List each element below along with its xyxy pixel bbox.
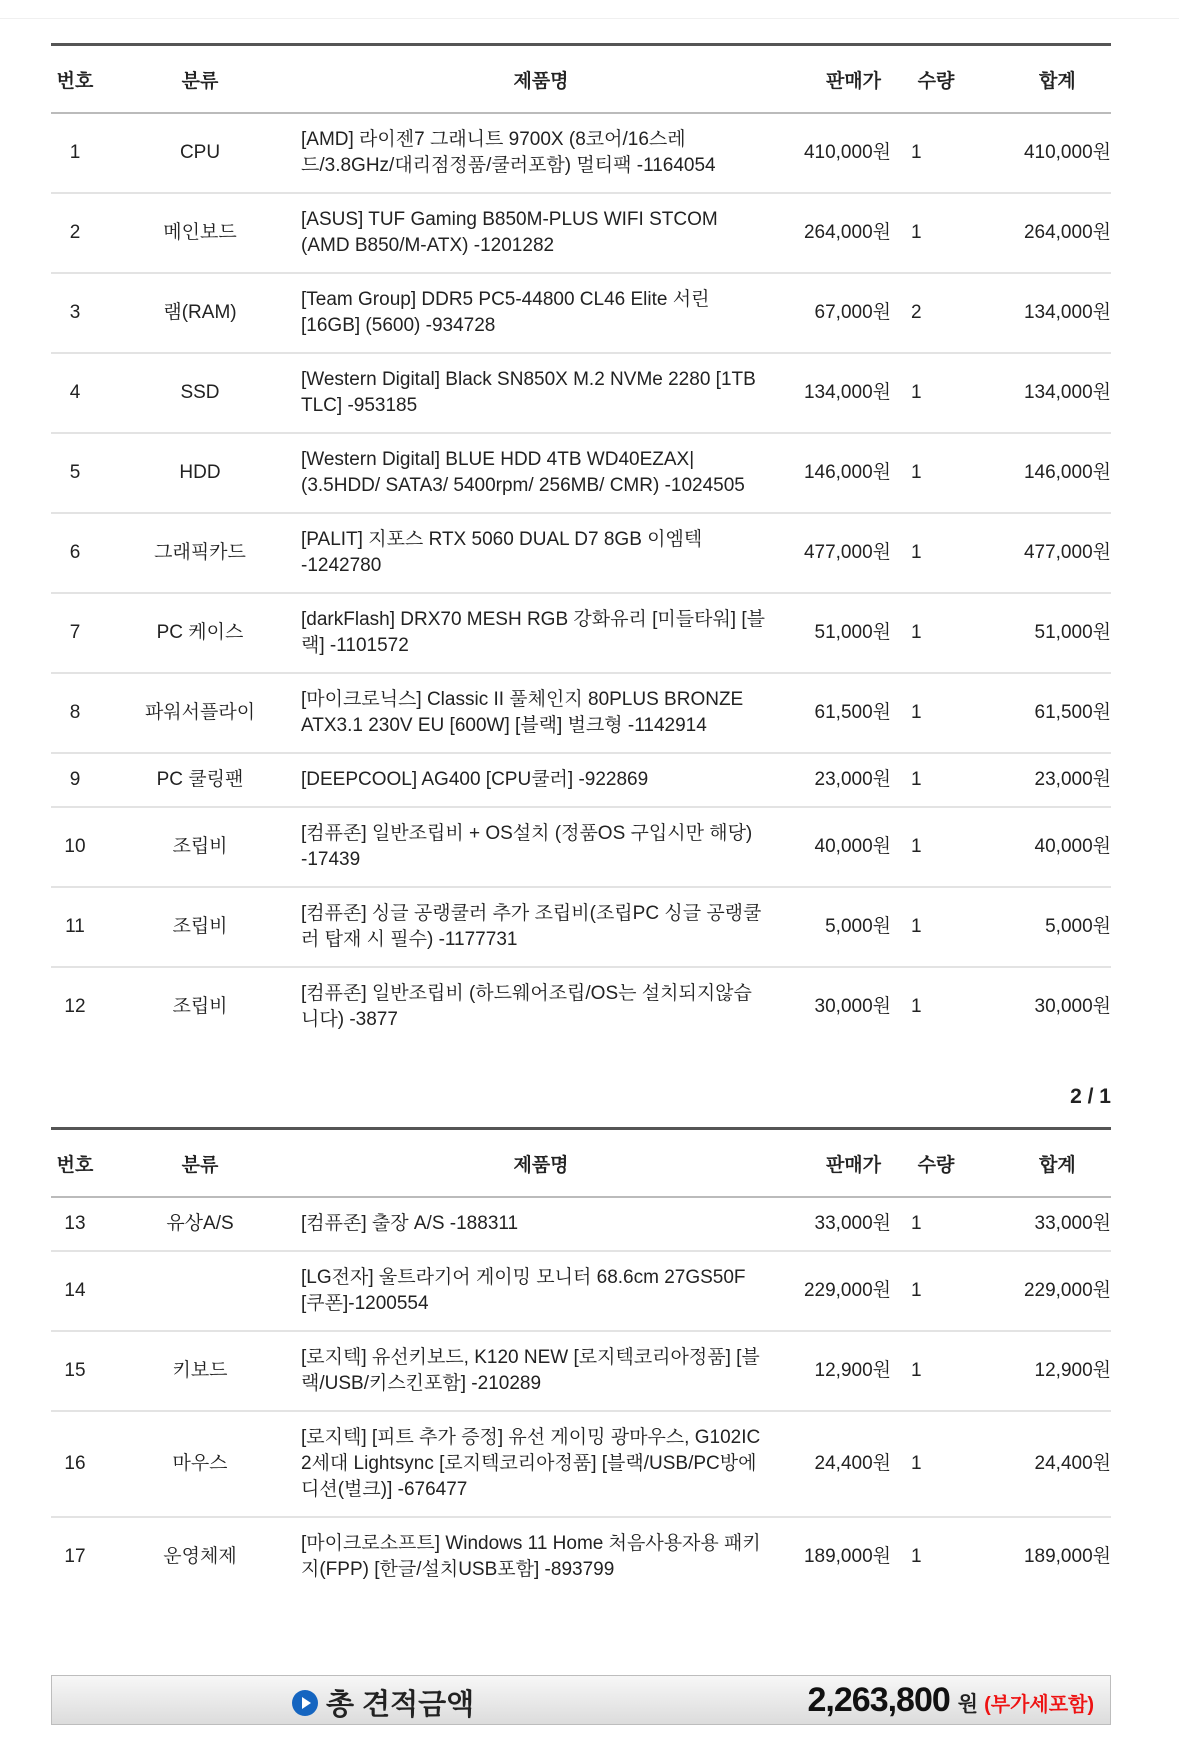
row-quantity: 1: [911, 996, 922, 1017]
row-category: 조립비: [172, 996, 228, 1017]
table-body: [51, 113, 1111, 1046]
row-total: 40,000원: [1034, 836, 1111, 857]
row-category: PC 쿨링팬: [156, 769, 244, 790]
estimate-table-page-2: [51, 1127, 1111, 1596]
row-product-name: [Western Digital] BLUE HDD 4TB WD40EZAX| (3.5HDD/ SATA3/ 5400rpm/ 256MB/ CMR) -1024505: [301, 449, 745, 496]
row-number: 3: [69, 302, 81, 323]
row-category: 파워서플라이: [144, 702, 256, 723]
row-quantity: 1: [911, 836, 922, 857]
header-price: 판매가: [825, 1154, 881, 1176]
row-product-name: [Western Digital] Black SN850X M.2 NVMe 2280 [1TB TLC] -953185: [301, 369, 756, 416]
table-row: [51, 113, 1111, 193]
row-product-name: [LG전자] 울트라기어 게이밍 모니터 68.6cm 27GS50F [쿠폰]-1200554: [301, 1267, 746, 1314]
row-total: 229,000원: [1023, 1280, 1111, 1301]
page-indicator: 2 / 1: [1070, 1085, 1111, 1108]
row-total: 51,000원: [1034, 622, 1111, 643]
row-price: 51,000원: [814, 622, 891, 643]
row-number: 2: [69, 222, 81, 243]
row-number: 10: [64, 836, 86, 857]
header-sum: 합계: [1039, 1154, 1076, 1176]
row-quantity: 1: [911, 382, 922, 403]
row-number: 16: [64, 1453, 86, 1474]
row-quantity: 1: [911, 542, 922, 563]
row-price: 12,900원: [814, 1360, 891, 1381]
row-product-name: [AMD] 라이젠7 그래니트 9700X (8코어/16스레드/3.8GHz/대리점정품/쿨러포함) 멀티팩 -1164054: [301, 129, 716, 176]
row-price: 477,000원: [803, 542, 891, 563]
row-total: 410,000원: [1023, 142, 1111, 163]
row-quantity: 1: [911, 622, 922, 643]
table-row: [51, 1197, 1111, 1251]
row-total: 23,000원: [1034, 769, 1111, 790]
row-product-name: [Team Group] DDR5 PC5-44800 CL46 Elite 서린 [16GB] (5600) -934728: [301, 289, 710, 336]
row-product-name: [darkFlash] DRX70 MESH RGB 강화유리 [미들타워] [블랙] -1101572: [301, 609, 765, 656]
row-number: 14: [64, 1280, 86, 1301]
table-row: [51, 273, 1111, 353]
row-category: HDD: [179, 462, 221, 483]
header-sum: 합계: [1039, 70, 1076, 92]
row-product-name: [컴퓨존] 출장 A/S -188311: [301, 1213, 519, 1234]
total-estimate-bar: [51, 1675, 1111, 1725]
row-quantity: 1: [911, 1280, 922, 1301]
row-number: 5: [69, 462, 81, 483]
row-category: 유상A/S: [166, 1213, 234, 1234]
row-quantity: 1: [911, 702, 922, 723]
row-total: 134,000원: [1023, 382, 1111, 403]
total-label-group: [292, 1682, 474, 1723]
estimate-table-page-1: [51, 43, 1111, 1046]
row-product-name: [마이크로닉스] Classic II 풀체인지 80PLUS BRONZE ATX3.1 230V EU [600W] [블랙] 벌크형 -1142914: [301, 689, 744, 736]
row-number: 15: [64, 1360, 86, 1381]
row-price: 264,000원: [803, 222, 891, 243]
row-category: 램(RAM): [163, 302, 237, 323]
table-row: [51, 1331, 1111, 1411]
row-total: 33,000원: [1034, 1213, 1111, 1234]
table-row: [51, 433, 1111, 513]
row-number: 13: [64, 1213, 86, 1234]
row-total: 5,000원: [1045, 916, 1111, 937]
table-row: [51, 887, 1111, 967]
header-qty: 수량: [917, 1154, 955, 1176]
row-product-name: [로지텍] 유선키보드, K120 NEW [로지텍코리아정품] [블랙/USB/키스킨포함] -210289: [301, 1347, 760, 1394]
row-category: 운영체제: [163, 1546, 237, 1567]
top-strip: [0, 0, 1179, 19]
row-number: 17: [64, 1546, 86, 1567]
row-category: PC 케이스: [156, 622, 244, 643]
header-no: 번호: [56, 70, 94, 92]
row-quantity: 1: [911, 769, 922, 790]
row-quantity: 1: [911, 222, 922, 243]
row-product-name: [로지텍] [피트 추가 증정] 유선 게이밍 광마우스, G102IC 2세대 Lightsync [로지텍코리아정품] [블랙/USB/PC방에디션(벌크)] -676477: [301, 1427, 761, 1500]
row-total: 30,000원: [1034, 996, 1111, 1017]
row-quantity: 1: [911, 142, 922, 163]
table-row: [51, 1517, 1111, 1596]
row-quantity: 2: [911, 302, 922, 323]
row-number: 11: [65, 916, 85, 937]
table-row: [51, 593, 1111, 673]
row-quantity: 1: [911, 1213, 922, 1234]
row-quantity: 1: [911, 1360, 922, 1381]
row-number: 6: [69, 542, 81, 563]
row-quantity: 1: [911, 1453, 922, 1474]
row-product-name: [컴퓨존] 일반조립비 (하드웨어조립/OS는 설치되지않습니다) -3877: [301, 983, 752, 1030]
row-total: 146,000원: [1023, 462, 1111, 483]
row-category: 마우스: [172, 1453, 228, 1474]
row-price: 24,400원: [814, 1453, 891, 1474]
vat-included-note: (부가세포함): [984, 1694, 1094, 1716]
header-price: 판매가: [825, 70, 881, 92]
table-row: [51, 807, 1111, 887]
total-amount: 2,263,800: [807, 1681, 950, 1719]
row-number: 8: [69, 702, 81, 723]
row-price: 61,500원: [814, 702, 891, 723]
row-product-name: [컴퓨존] 싱글 공랭쿨러 추가 조립비(조립PC 싱글 공랭쿨러 탑재 시 필수) -1177731: [301, 903, 762, 950]
table-row: [51, 353, 1111, 433]
row-quantity: 1: [911, 1546, 922, 1567]
header-no: 번호: [56, 1154, 94, 1176]
row-total: 24,400원: [1034, 1453, 1111, 1474]
row-number: 9: [69, 769, 81, 790]
header-category: 분류: [181, 1154, 219, 1176]
table-row: [51, 673, 1111, 753]
header-qty: 수량: [917, 70, 955, 92]
row-price: 33,000원: [814, 1213, 891, 1234]
row-number: 1: [69, 142, 81, 163]
row-number: 12: [64, 996, 86, 1017]
table-header-row: [51, 1129, 1111, 1198]
table-row: [51, 967, 1111, 1046]
row-category: 조립비: [172, 836, 228, 857]
row-category: [99, 1251, 301, 1331]
total-label: 총 견적금액: [326, 1689, 475, 1721]
row-total: 477,000원: [1023, 542, 1111, 563]
row-category: SSD: [180, 382, 220, 403]
total-amount-group: [808, 1681, 1094, 1720]
row-product-name: [마이크로소프트] Windows 11 Home 처음사용자용 패키지(FPP) [한글/설치USB포함] -893799: [301, 1533, 761, 1580]
row-product-name: [PALIT] 지포스 RTX 5060 DUAL D7 8GB 이엠텍 -1242780: [301, 529, 703, 576]
row-category: CPU: [179, 142, 221, 163]
row-price: 410,000원: [803, 142, 891, 163]
row-price: 189,000원: [803, 1546, 891, 1567]
row-price: 134,000원: [803, 382, 891, 403]
header-category: 분류: [181, 70, 219, 92]
row-product-name: [컴퓨존] 일반조립비 + OS설치 (정품OS 구입시만 해당) -17439: [301, 823, 753, 870]
play-circle-icon: [292, 1690, 318, 1716]
table-row: [51, 193, 1111, 273]
row-total: 134,000원: [1023, 302, 1111, 323]
row-category: 메인보드: [163, 222, 237, 243]
table-row: [51, 1251, 1111, 1331]
table-body: [51, 1197, 1111, 1596]
row-price: 229,000원: [803, 1280, 891, 1301]
row-total: 12,900원: [1034, 1360, 1111, 1381]
row-number: 4: [69, 382, 81, 403]
table-row: [51, 1411, 1111, 1517]
row-price: 30,000원: [814, 996, 891, 1017]
table-row: [51, 513, 1111, 593]
table-header-row: [51, 45, 1111, 114]
row-price: 40,000원: [814, 836, 891, 857]
row-product-name: [DEEPCOOL] AG400 [CPU쿨러] -922869: [301, 769, 649, 790]
row-total: 264,000원: [1023, 222, 1111, 243]
table-row: [51, 753, 1111, 807]
header-name: 제품명: [513, 1154, 569, 1176]
row-total: 61,500원: [1034, 702, 1111, 723]
row-price: 23,000원: [814, 769, 891, 790]
row-category: 조립비: [172, 916, 228, 937]
row-price: 67,000원: [814, 302, 891, 323]
row-total: 189,000원: [1023, 1546, 1111, 1567]
row-quantity: 1: [911, 916, 922, 937]
estimate-table: [51, 1127, 1111, 1596]
estimate-table: [51, 43, 1111, 1046]
total-unit: 원: [957, 1693, 979, 1716]
row-category: 그래픽카드: [154, 542, 246, 563]
row-number: 7: [69, 622, 81, 643]
row-price: 5,000원: [825, 916, 891, 937]
row-quantity: 1: [911, 462, 922, 483]
row-price: 146,000원: [803, 462, 891, 483]
header-name: 제품명: [513, 70, 569, 92]
row-product-name: [ASUS] TUF Gaming B850M-PLUS WIFI STCOM (AMD B850/M-ATX) -1201282: [301, 209, 718, 256]
row-category: 키보드: [172, 1360, 228, 1381]
